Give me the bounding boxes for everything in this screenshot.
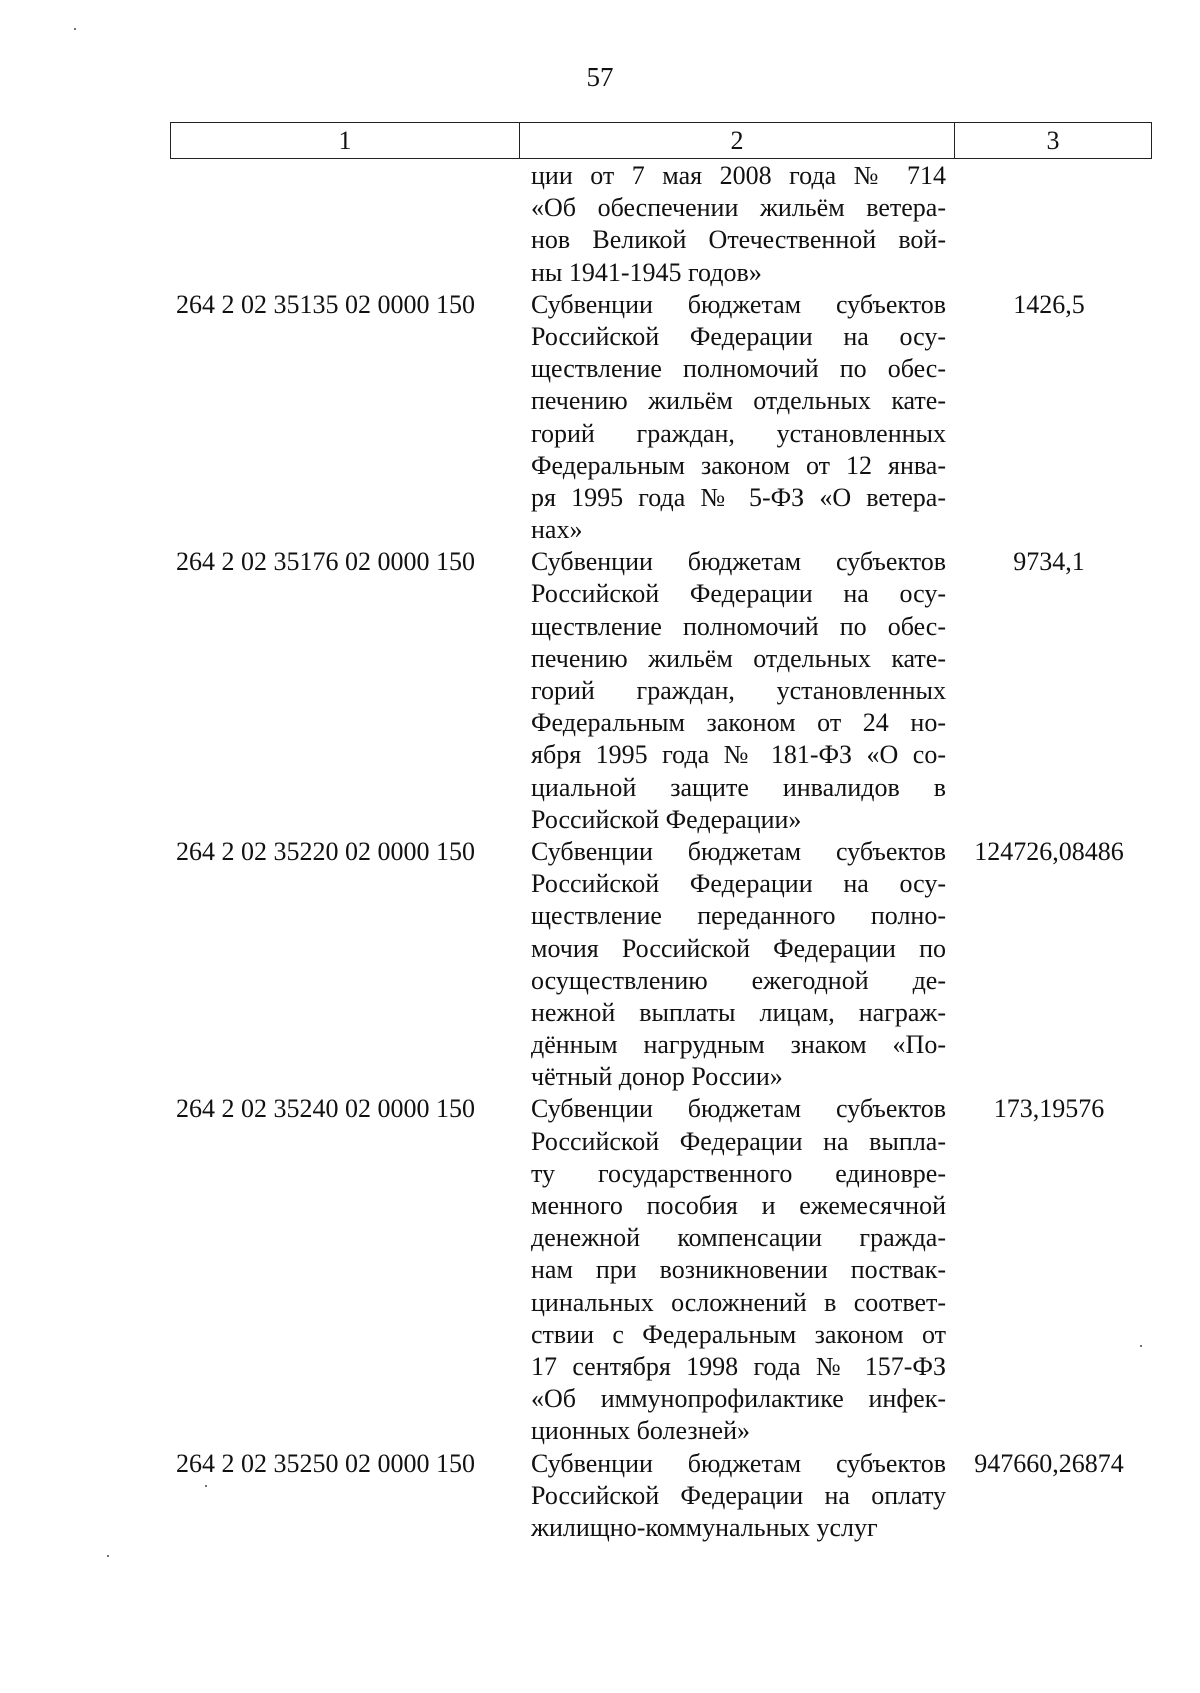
description-line: жилищно-коммунальных услуг (531, 1512, 878, 1542)
scan-speck (107, 1555, 109, 1557)
description-line: печению жильём отдельных кате- (531, 386, 946, 416)
description-line: горий граждан, установленных (531, 676, 946, 705)
description (531, 1448, 946, 1545)
table-row (170, 546, 1152, 836)
description-line: осуществлению ежегодной де- (531, 965, 946, 995)
amount: 9734,1 (1013, 547, 1085, 577)
description (531, 836, 946, 1094)
description-line: Федеральным законом от 12 янва- (531, 450, 946, 480)
description-line: ября 1995 года № 181-ФЗ «О со- (531, 740, 946, 770)
amount: 1426,5 (1013, 289, 1085, 319)
description-line: чётный донор России» (531, 1062, 783, 1092)
description-line: нах» (531, 515, 583, 545)
description-line: ществление полномочий по обес- (531, 354, 946, 384)
description-line: Российской Федерации» (531, 804, 802, 834)
description-line: ществление переданного полно- (531, 901, 946, 931)
scan-speck (74, 28, 76, 30)
budget-code: 264 2 02 35250 02 0000 150 (176, 1448, 475, 1478)
header-cell-2: 2 (520, 123, 955, 158)
description (531, 1093, 946, 1447)
description-line: нежной выплаты лицам, награж- (531, 997, 946, 1027)
description-line: менного пособия и ежемесячной (531, 1191, 946, 1220)
scan-speck (205, 1485, 207, 1487)
description-line: дённым нагрудным знаком «По- (531, 1030, 946, 1060)
description (531, 546, 946, 836)
description-line: ны 1941-1945 годов» (531, 257, 762, 287)
description-line: Российской Федерации на осу- (531, 869, 946, 899)
description-line: цинальных осложнений в соответ- (531, 1287, 946, 1317)
description-line: ря 1995 года № 5-ФЗ «О ветера- (531, 482, 946, 512)
description-line: «Об обеспечении жильём ветера- (531, 193, 946, 223)
description-line: Субвенции бюджетам субъектов (531, 289, 946, 319)
description-line: 17 сентября 1998 года № 157-ФЗ (531, 1351, 946, 1381)
description-line: Российской Федерации на выпла- (531, 1126, 946, 1156)
page-number: 57 (586, 62, 614, 92)
description-line: Российской Федерации на осу- (531, 321, 946, 351)
budget-code: 264 2 02 35240 02 0000 150 (176, 1094, 475, 1124)
table-header (170, 122, 1152, 159)
table-row (170, 1448, 1152, 1545)
description-line: Российской Федерации на осу- (531, 579, 946, 609)
budget-code: 264 2 02 35220 02 0000 150 (176, 836, 475, 866)
table-row (170, 1093, 1152, 1447)
description-line: Субвенции бюджетам субъектов (531, 1094, 946, 1124)
amount: 173,19576 (993, 1094, 1105, 1124)
description-line: нам при возникновении поствак- (531, 1255, 946, 1285)
description-line: Субвенции бюджетам субъектов (531, 1448, 946, 1478)
description-line: Федеральным законом от 24 но- (531, 708, 946, 738)
amount (946, 160, 1152, 289)
description-line: Российской Федерации на оплату (531, 1480, 946, 1510)
description-line: ту государственного единовре- (531, 1158, 946, 1188)
budget-code: 264 2 02 35176 02 0000 150 (176, 547, 475, 577)
amount: 947660,26874 (974, 1448, 1124, 1478)
table-row (170, 836, 1152, 1094)
header-cell-3: 3 (1046, 125, 1060, 155)
description (531, 289, 946, 547)
description-line: горий граждан, установленных (531, 418, 946, 448)
amount: 124726,08486 (974, 836, 1124, 866)
description-line: Субвенции бюджетам субъектов (531, 836, 946, 866)
description-line: ствии с Федеральным законом от (531, 1319, 946, 1349)
description-line: циальной защите инвалидов в (531, 772, 946, 802)
description-line: ществление полномочий по обес- (531, 611, 946, 641)
table-body (170, 160, 1152, 1544)
description-line: денежной компенсации гражда- (531, 1223, 946, 1253)
description-line: печению жильём отдельных кате- (531, 643, 946, 673)
budget-code: 264 2 02 35135 02 0000 150 (176, 289, 475, 319)
table-row (170, 160, 1152, 289)
budget-code (170, 160, 519, 289)
description-line: нов Великой Отечественной вой- (531, 225, 946, 255)
description-line: «Об иммунопрофилактике инфек- (531, 1384, 946, 1414)
description-line: мочия Российской Федерации по (531, 933, 946, 963)
description (531, 160, 946, 289)
table-row (170, 289, 1152, 547)
scan-speck (1140, 1345, 1142, 1347)
header-cell-1: 1 (171, 123, 520, 158)
description-line: ционных болезней» (531, 1416, 750, 1446)
description-line: ции от 7 мая 2008 года № 714 (531, 161, 946, 190)
description-line: Субвенции бюджетам субъектов (531, 547, 946, 577)
